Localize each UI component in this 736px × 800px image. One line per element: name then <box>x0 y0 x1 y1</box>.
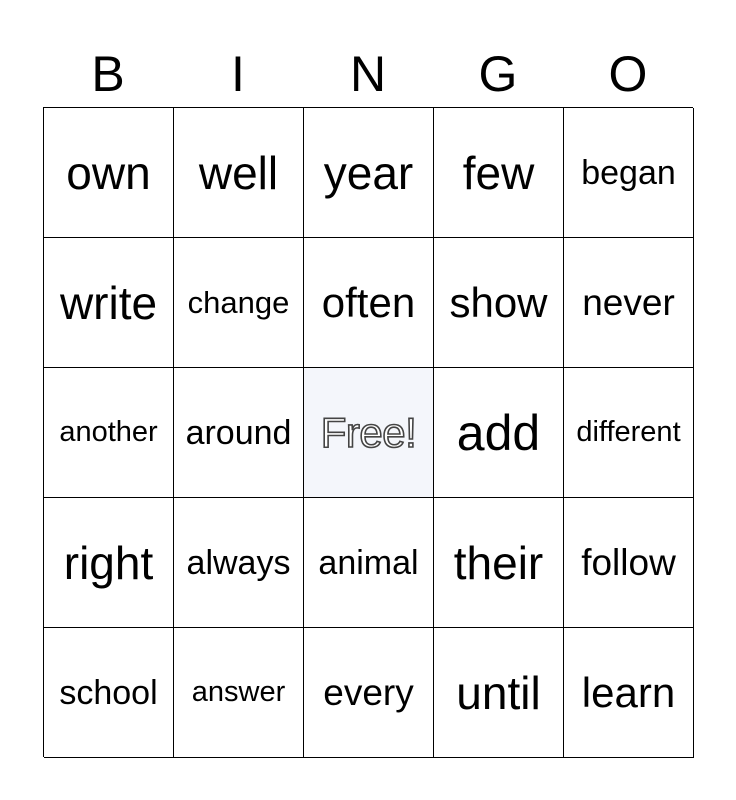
bingo-cell[interactable]: change <box>174 238 304 368</box>
header-letter-g: G <box>478 46 518 102</box>
bingo-cell[interactable]: right <box>44 498 174 628</box>
bingo-cell[interactable]: write <box>44 238 174 368</box>
bingo-cell[interactable]: learn <box>564 628 694 758</box>
bingo-cell[interactable]: year <box>304 108 434 238</box>
header-letter-i: I <box>231 46 245 102</box>
free-space-cell[interactable]: Free! <box>304 368 434 498</box>
bingo-cell[interactable]: around <box>174 368 304 498</box>
header-letter-b: B <box>91 46 125 102</box>
bingo-cell[interactable]: answer <box>174 628 304 758</box>
bingo-cell[interactable]: every <box>304 628 434 758</box>
bingo-header <box>43 42 693 106</box>
bingo-cell[interactable]: their <box>434 498 564 628</box>
header-letter-o: O <box>608 46 648 102</box>
bingo-cell[interactable]: add <box>434 368 564 498</box>
header-letter-n: N <box>349 46 387 102</box>
bingo-cell[interactable]: own <box>44 108 174 238</box>
bingo-cell[interactable]: often <box>304 238 434 368</box>
bingo-cell[interactable]: always <box>174 498 304 628</box>
bingo-cell[interactable]: follow <box>564 498 694 628</box>
bingo-card <box>43 107 693 757</box>
bingo-cell[interactable]: until <box>434 628 564 758</box>
bingo-cell[interactable]: never <box>564 238 694 368</box>
bingo-cell[interactable]: different <box>564 368 694 498</box>
bingo-cell[interactable]: another <box>44 368 174 498</box>
bingo-cell[interactable]: few <box>434 108 564 238</box>
bingo-cell[interactable]: well <box>174 108 304 238</box>
bingo-cell[interactable]: school <box>44 628 174 758</box>
bingo-cell[interactable]: began <box>564 108 694 238</box>
bingo-cell[interactable]: show <box>434 238 564 368</box>
bingo-cell[interactable]: animal <box>304 498 434 628</box>
